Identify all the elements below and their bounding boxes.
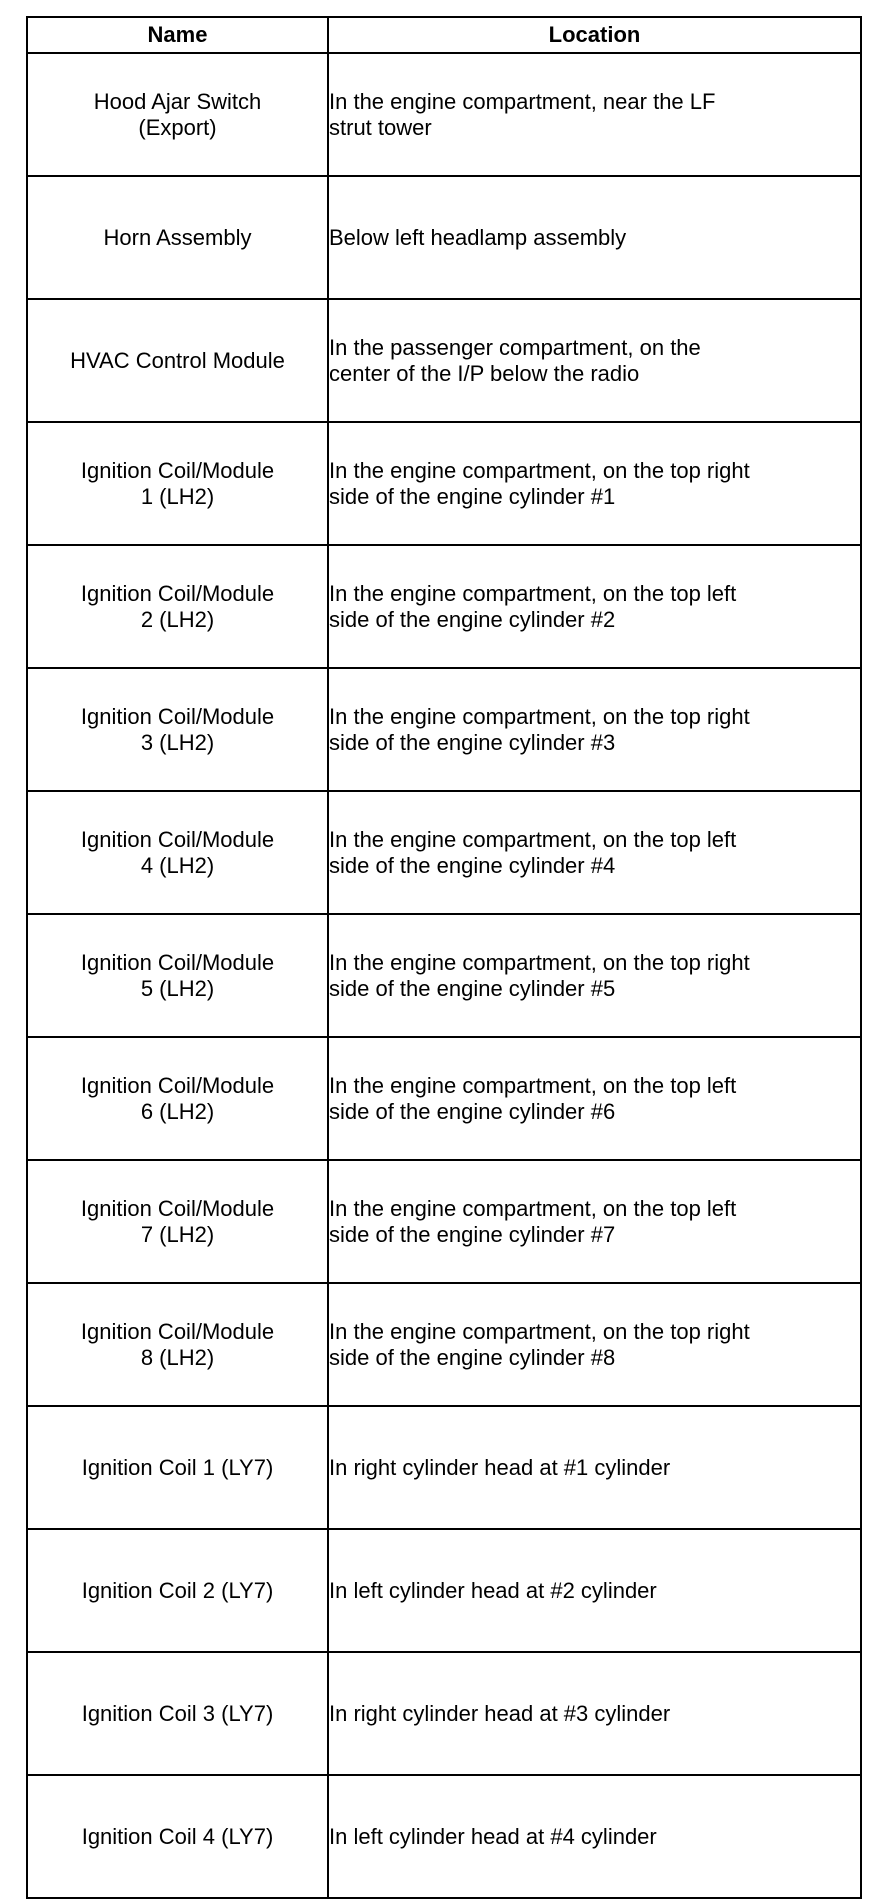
component-name-cell: Ignition Coil/Module 8 (LH2) [27, 1283, 328, 1406]
table-row [27, 1406, 861, 1529]
component-name-cell: Ignition Coil/Module 3 (LH2) [27, 668, 328, 791]
table-row [27, 53, 861, 176]
component-location-cell: In right cylinder head at #3 cylinder [328, 1652, 861, 1775]
component-location-cell: In left cylinder head at #2 cylinder [328, 1529, 861, 1652]
component-name-cell: Ignition Coil/Module 1 (LH2) [27, 422, 328, 545]
table-row [27, 1160, 861, 1283]
component-location-cell: Below left headlamp assembly [328, 176, 861, 299]
table-row [27, 1775, 861, 1898]
table-row [27, 1037, 861, 1160]
table-row [27, 914, 861, 1037]
component-name-cell: Ignition Coil 4 (LY7) [27, 1775, 328, 1898]
table-row [27, 299, 861, 422]
component-location-cell: In the engine compartment, on the top left side of the engine cylinder #4 [328, 791, 861, 914]
table-row [27, 668, 861, 791]
component-name-cell: Horn Assembly [27, 176, 328, 299]
table-row [27, 1283, 861, 1406]
component-location-cell: In the engine compartment, on the top left side of the engine cylinder #2 [328, 545, 861, 668]
table-row [27, 176, 861, 299]
component-name-cell: Ignition Coil 2 (LY7) [27, 1529, 328, 1652]
location-column-header: Location [328, 17, 861, 53]
component-name-cell: Hood Ajar Switch (Export) [27, 53, 328, 176]
component-location-cell: In the engine compartment, near the LF strut tower [328, 53, 861, 176]
component-name-cell: Ignition Coil 1 (LY7) [27, 1406, 328, 1529]
component-name-cell: Ignition Coil/Module 5 (LH2) [27, 914, 328, 1037]
component-location-cell: In the engine compartment, on the top right side of the engine cylinder #5 [328, 914, 861, 1037]
component-location-cell: In the passenger compartment, on the center of the I/P below the radio [328, 299, 861, 422]
component-name-cell: Ignition Coil/Module 6 (LH2) [27, 1037, 328, 1160]
table-row [27, 422, 861, 545]
table-body [27, 53, 861, 1898]
table-row [27, 791, 861, 914]
component-location-table [26, 16, 862, 1899]
component-location-cell: In right cylinder head at #1 cylinder [328, 1406, 861, 1529]
component-location-cell: In the engine compartment, on the top left side of the engine cylinder #7 [328, 1160, 861, 1283]
table-row [27, 545, 861, 668]
table-row [27, 1652, 861, 1775]
component-name-cell: Ignition Coil/Module 2 (LH2) [27, 545, 328, 668]
component-location-cell: In the engine compartment, on the top left side of the engine cylinder #6 [328, 1037, 861, 1160]
component-location-cell: In left cylinder head at #4 cylinder [328, 1775, 861, 1898]
component-name-cell: Ignition Coil 3 (LY7) [27, 1652, 328, 1775]
component-name-cell: Ignition Coil/Module 7 (LH2) [27, 1160, 328, 1283]
component-name-cell: Ignition Coil/Module 4 (LH2) [27, 791, 328, 914]
component-name-cell: HVAC Control Module [27, 299, 328, 422]
table-row [27, 1529, 861, 1652]
component-location-cell: In the engine compartment, on the top right side of the engine cylinder #3 [328, 668, 861, 791]
name-column-header: Name [27, 17, 328, 53]
component-location-cell: In the engine compartment, on the top right side of the engine cylinder #8 [328, 1283, 861, 1406]
component-location-cell: In the engine compartment, on the top right side of the engine cylinder #1 [328, 422, 861, 545]
table-header-row [27, 17, 861, 53]
